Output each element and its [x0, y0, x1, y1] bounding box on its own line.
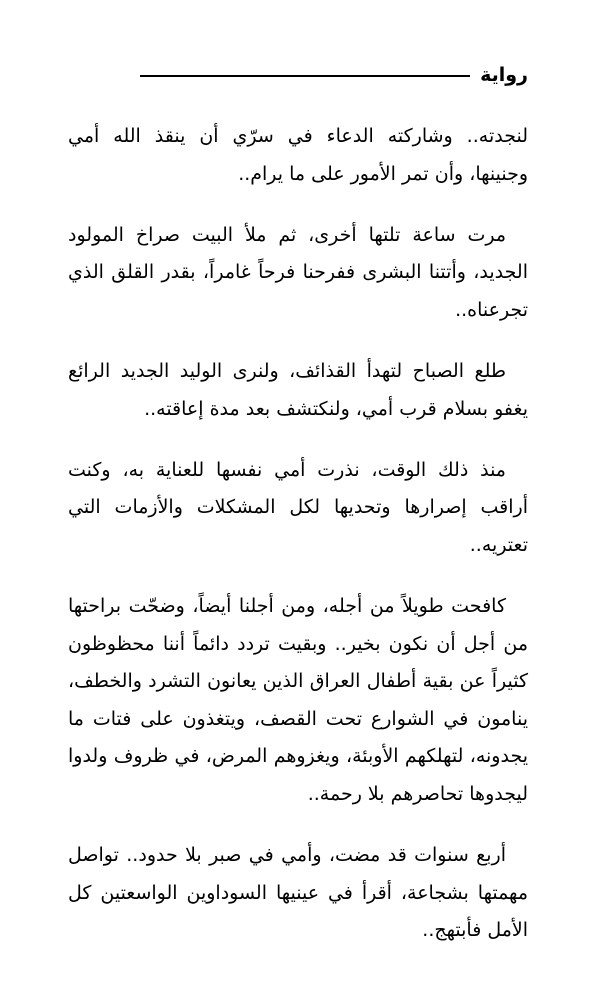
running-header — [140, 60, 528, 90]
paragraph-1: لنجدته.. وشاركته الدعاء في سرّي أن ينقذ الله أمي وجنينها، وأن تمر الأمور على ما يرام.. — [68, 125, 528, 185]
paragraph-2: مرت ساعة تلتها أخرى، ثم ملأ البيت صراخ المولود الجديد، وأتتنا البشرى ففرحنا فرحاً غامراً، بقدر القلق الذي تجرعناه.. — [68, 223, 528, 321]
paragraph-6: أربع سنوات قد مضت، وأمي في صبر بلا حدود.. تواصل مهمتها بشجاعة، أقرأ في عينيها السوداوين الواسعتين كل الأمل فأبتهج.. — [68, 844, 528, 942]
header-rule — [140, 75, 470, 77]
paragraph-5: كافحت طويلاً من أجله، ومن أجلنا أيضاً، وضحّت براحتها من أجل أن نكون بخير.. وبقيت تردد دائماً أننا محظوظون كثيراً عن بقية أطفال العراق الذين يعانون التشرد والخطف، ينامون في الشوارع تحت القصف، ويتغذون على فتات ما يجدونه، لتهلكهم الأوبئة، ويغزوهم المرض، في ظروف ولدوا ليجدوها تحاصرهم بلا رحمة.. — [68, 594, 528, 805]
running-header-title: رواية — [480, 64, 528, 86]
paragraph-3: طلع الصباح لتهدأ القذائف، ولنرى الوليد الجديد الرائع يغفو بسلام قرب أمي، ولنكتشف بعد مدة إعاقته.. — [68, 359, 528, 420]
paragraph-4: منذ ذلك الوقت، نذرت أمي نفسها للعناية به، وكنت أراقب إصرارها وتحديها لكل المشكلات والأزمات التي تعتريه.. — [68, 458, 528, 556]
body-text — [68, 118, 528, 973]
